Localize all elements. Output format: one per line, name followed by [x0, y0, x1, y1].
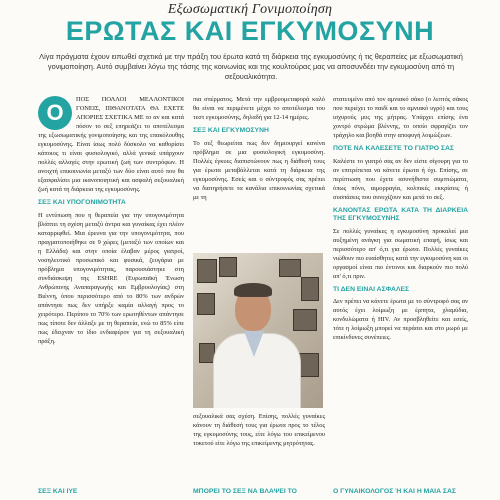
section-heading-infertility: ΣΕΞ ΚΑΙ ΥΠΟΓΟΝΙΜΟΤΗΤΑ	[38, 199, 126, 206]
column-3	[333, 95, 468, 345]
section-body-call-doctor: Καλέστε το γιατρό σας αν δεν είστε σίγουρη για το αν επιτρέπεται να κάνετε έρωτα ή όχι. Επίσης, σε περίπτωση που έχετε ασυνήθιστα συμπτώματα, όπως πόνο, αιμορραγία, κολπικές εκκρίσεις ή συσπάσεις που συνεχίζουν και μετά το σεξ.	[333, 157, 468, 201]
column-2	[193, 95, 325, 205]
doctor-photo	[193, 253, 323, 408]
wall-frame	[279, 259, 301, 277]
article-kicker: Εξωσωματική Γονιμοποίηση	[167, 2, 333, 17]
section-heading-call-doctor: ΠΟΤΕ ΝΑ ΚΑΛΕΣΕΤΕ ΤΟ ΓΙΑΤΡΟ ΣΑΣ	[333, 145, 454, 152]
section-heading-gynecologist: Ο ΓΥΝΑΙΚΟΛΟΓΟΣ Ή ΚΑΙ Η ΜΑΙΑ ΣΑΣ	[333, 488, 456, 495]
section-heading-making-love: ΚΑΝΟΝΤΑΣ ΕΡΩΤΑ ΚΑΤΑ ΤΗ ΔΙΑΡΚΕΙΑ ΤΗΣ ΕΓΚΥΜΟΣΥΝΗΣ	[333, 206, 468, 222]
column-3-top-text: στατευμένο από τον αμνιακό σάκο (ο λεπτός σάκος που περιέχει το παιδί και το αμνιακό υγρό) και τους ισχυρούς μυς της μήτρας. Υπάρχει επίσης ένα χοντρό στρώμα βλέννης, το οποίο σφραγίζει τον τράχηλο και βοηθά στην αποφυγή λοιμώξεων.	[333, 96, 468, 139]
wall-frame	[299, 353, 319, 377]
dropcap: Ο	[38, 96, 72, 130]
section-body-making-love: Σε πολλές γυναίκες η εγκυμοσύνη προκαλεί μια αυξημένη ανάγκη για σωματική επαφή, ίσως και περισσότερο απ' ό,τι για έρωτα. Πολλές γυναίκες νιώθουν πιο ευαίσθητες κατά την εγκυμοσύνη και οι οργασμοί είναι πιο έντονοι και διαρκούν πιο πολύ απ' ό,τι πριν.	[333, 227, 468, 280]
lead-text: ΠΟΣ ΠΟΛΛΟΙ ΜΕΛΛΟΝΤΙΚΟΙ ΓΟΝΕΙΣ, ΠΙΘΑΝΟΤΑΤΑ ΘΑ ΕΧΕΤΕ ΑΠΟΡΙΕΣ ΣΧΕΤΙΚΑ ΜΕ το αν και κατά πόσον το σεξ επηρεάζει το αποτέλεσμα της εξωσωματικής γονιμοποίησης και της επακόλουθης εγκυμοσύνης. Είναι ίσως πολύ δύσκολο να καθορίσει κάποιος τι είναι φυσιολογικό, αλλά γενικά υπάρχουν πολλές αλλαγές στην ερωτική ζωή των συντρόφων. Η ανοιχτή επικοινωνία μεταξύ των δύο είναι αυτό που θα εξασφαλίσει μια ικανοποιητική και ασφαλή σεξουαλική ζωή κατά τη διάρκεια της εγκυμοσύνης.	[38, 96, 184, 193]
wall-frame	[301, 277, 319, 301]
section-body-infertility: Η εντύπωση που η θεραπεία για την υπογονιμότητα βλάπτει τη σχέση μεταξύ άντρα και γυναίκας έχει πλέον καταρριφθεί. Μια έρευνα για την υπογονιμότητα, που πραγματοποιήθηκε σε 9 χώρες (μεταξύ των οποίων και η Ελλάδα) και στην οποία έλαβαν μέρος γιατροί, νοσηλευτικό προσωπικό και φυσικά, ζευγάρια με πρόβλημα υπογονιμότητας, παρουσιάστηκε στη συνδιάσκεψη της ESHRE (Ευρωπαϊκή Ένωση Ανθρώπινης Αναπαραγωγής και Εμβρυολογίας) στη Βιέννη, όπου περισσότερο από το 80% των ανδρών απάντησε πως δεν υπήρξε καμία αλλαγή προς το χειρότερο. Περίπου το 70% των ερωτηθέντων απάντησε πως τίποτε δεν άλλαξε με τη θεραπεία, ενώ το 85% είπε πως έδειχναν το ίδιο ενδιαφέρον για τη σεξουαλική πράξη.	[38, 211, 184, 345]
wall-frame	[197, 259, 217, 283]
wall-frame	[219, 257, 237, 277]
wall-frame	[293, 309, 317, 331]
section-heading-ivf: ΣΕΞ ΚΑΙ ΙΥΕ	[38, 488, 78, 495]
article-title: ΕΡΩΤΑΣ ΚΑΙ ΕΓΚΥΜΟΣΥΝΗ	[65, 16, 435, 46]
wall-frame	[197, 293, 215, 315]
doctor-hair	[234, 283, 272, 297]
section-heading-harm: ΜΠΟΡΕΙ ΤΟ ΣΕΞ ΝΑ ΒΛΑΨΕΙ ΤΟ	[193, 488, 297, 495]
article-intro: Λίγα πράγματα έχουν ειπωθεί σχετικά με την πράξη του έρωτα κατά τη διάρκεια της εγκυμοσύνης ή τις θεραπείες με εξωσωματική γονιμοποίηση. Αυτό συμβαίνει λόγω της τάσης της κοινωνίας και της κουλτούρας μας να αποσυνδέει την εγκυμοσύνη από τη σεξουαλικότητα.	[39, 52, 463, 81]
column-1	[38, 95, 184, 349]
section-body-not-safe: Δεν πρέπει να κάνετε έρωτα με το σύντροφό σας αν αυτός έχει λοίμωξη με έρπητα, χλαμύδια, κονδυλώματα ή HIV. Αν προσβληθείτε και εσείς, τότε η λοίμωξη μπορεί να περάσει και στο μωρό με επικίνδυνες συνέπειες.	[333, 298, 468, 341]
section-heading-not-safe: ΤΙ ΔΕΝ ΕΙΝΑΙ ΑΣΦΑΛΕΣ	[333, 285, 410, 293]
section-body-pregnancy: Το σεξ θεωρείται πως δεν δημιουργεί κανένα πρόβλημα σε μια φυσιολογική εγκυμοσύνη. Πολλές έγκυες διαπιστώνουν πως η διάθεσή τους για έρωτα μεταβάλλεται κατά τη διάρκεια της εγκυμοσύνης. Εσείς και ο σύντροφός σας πρέπει να διατηρήσετε τα κανάλια επικοινωνίας σχετικά με τη	[193, 139, 325, 201]
section-heading-pregnancy: ΣΕΞ ΚΑΙ ΕΓΚΥΜΟΣΥΝΗ	[193, 127, 269, 134]
lead-paragraph	[38, 95, 184, 194]
column-2-bottom-text: σεξουαλικά σας σχέση. Επίσης, πολλές γυναίκες κάνουν τη διάθεσή τους για έρωτα προς το τέλος της εγκυμοσύνης τους, είτε λόγω του επικείμενου τοκετού είτε λόγω της επικείμενης μητρότητας.	[193, 413, 325, 447]
column-2-top-text: πια σπέρματος. Μετά την εμβρυομεταφορά καλό θα είναι να περιμένετε μέχρι το αποτέλεσμα του τεστ εγκυμοσύνης, δηλαδή για 12-14 ημέρες.	[193, 96, 325, 121]
